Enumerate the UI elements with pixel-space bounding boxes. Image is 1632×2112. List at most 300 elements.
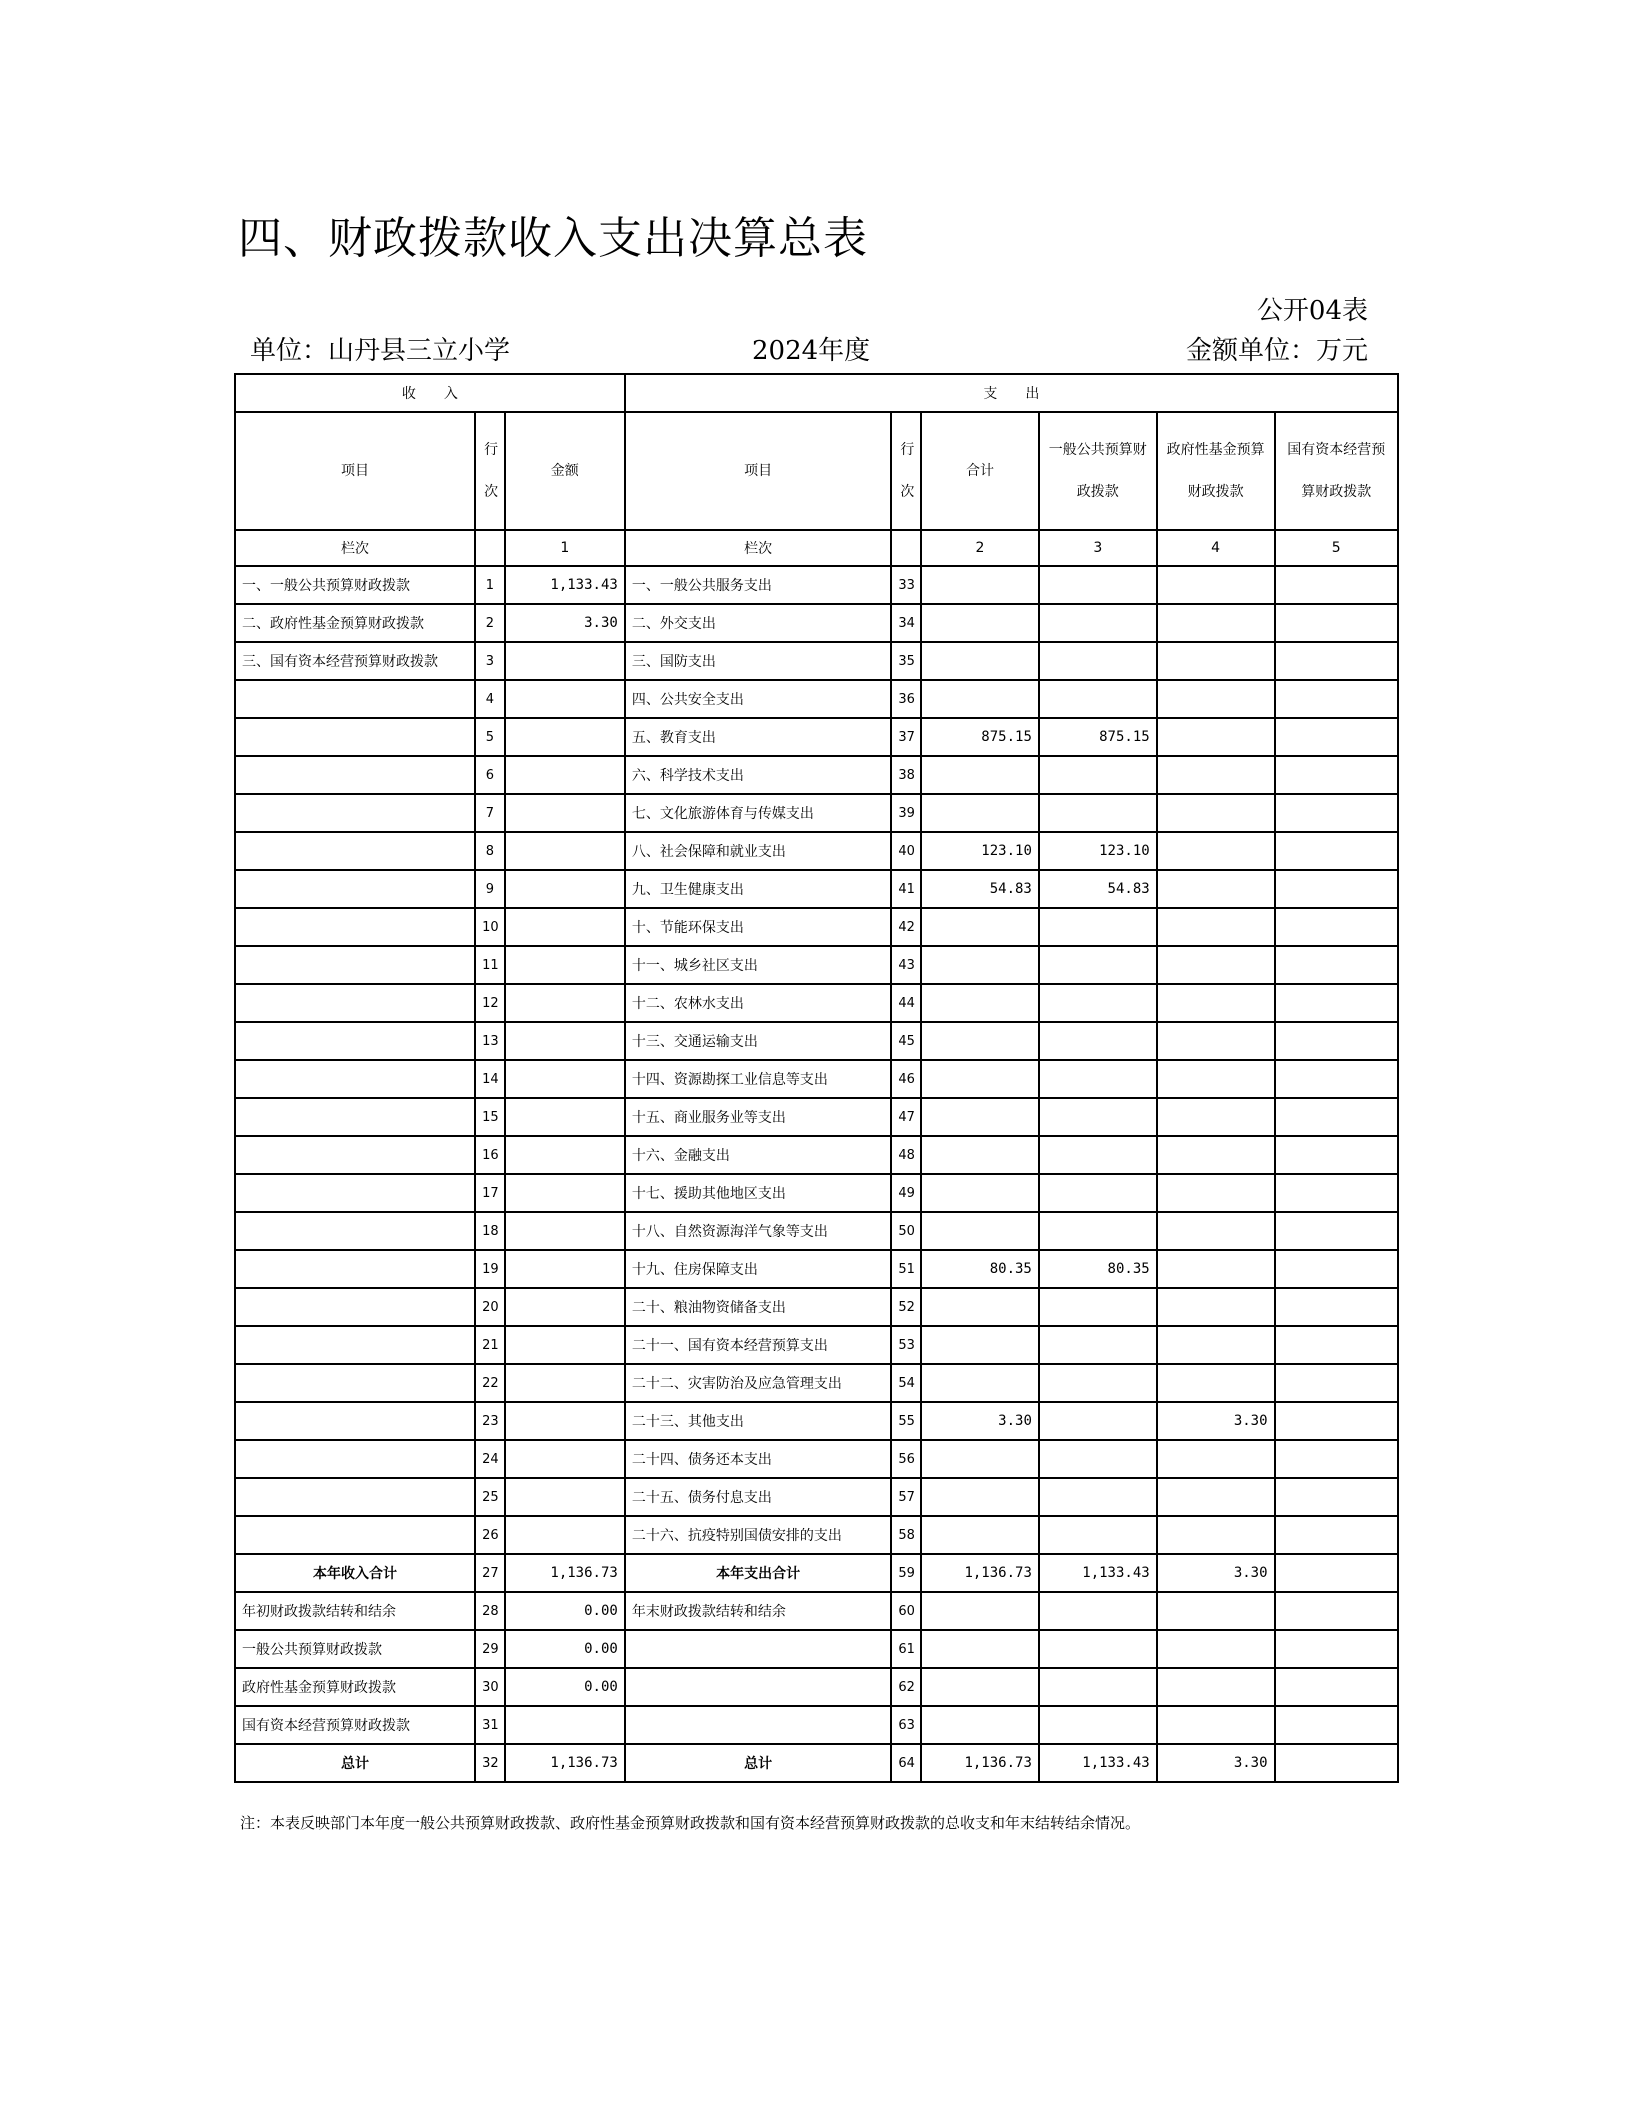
- income-amount-cell: [505, 1136, 625, 1174]
- expense-rowno-cell: 62: [891, 1668, 921, 1706]
- income-amount-cell: [505, 1402, 625, 1440]
- expense-rowno-cell: 37: [891, 718, 921, 756]
- expense-total-cell: [921, 1136, 1039, 1174]
- income-rowno-cell: 1: [475, 566, 505, 604]
- expense-item-cell: 八、社会保障和就业支出: [625, 832, 892, 870]
- expense-general-cell: [1039, 1022, 1157, 1060]
- expense-rowno-cell: 34: [891, 604, 921, 642]
- expense-govfund-cell: [1157, 1060, 1275, 1098]
- expense-general-cell: [1039, 1212, 1157, 1250]
- expense-general-cell: [1039, 794, 1157, 832]
- expense-soe-cell: [1275, 908, 1398, 946]
- expense-total-cell: [921, 1326, 1039, 1364]
- table-row: [235, 642, 1398, 680]
- expense-soe-cell: [1275, 1630, 1398, 1668]
- expense-rowno-cell: 36: [891, 680, 921, 718]
- expense-item-cell: 二十六、抗疫特别国债安排的支出: [625, 1516, 892, 1554]
- expense-govfund-cell: [1157, 1174, 1275, 1212]
- expense-govfund-cell: [1157, 1440, 1275, 1478]
- income-rowno-cell: 16: [475, 1136, 505, 1174]
- expense-total-cell: 80.35: [921, 1250, 1039, 1288]
- expense-rowno-label: 行 次: [900, 442, 915, 500]
- expense-rowno-header: [891, 412, 921, 530]
- expense-rowno-cell: 59: [891, 1554, 921, 1592]
- expense-total-cell: 3.30: [921, 1402, 1039, 1440]
- expense-total-cell: [921, 1706, 1039, 1744]
- income-section-header: 收 入: [235, 374, 625, 412]
- table-row: [235, 1022, 1398, 1060]
- table-row: [235, 1212, 1398, 1250]
- expense-govfund-cell: [1157, 1630, 1275, 1668]
- income-item-cell: 国有资本经营预算财政拨款: [235, 1706, 475, 1744]
- expense-govfund-cell: [1157, 1098, 1275, 1136]
- income-rowno-header: [475, 412, 505, 530]
- income-amount-cell: [505, 718, 625, 756]
- column-number-row: [235, 530, 1398, 566]
- expense-total-cell: [921, 984, 1039, 1022]
- expense-rowno-cell: 63: [891, 1706, 921, 1744]
- income-amount-cell: 0.00: [505, 1592, 625, 1630]
- expense-govfund-cell: [1157, 1478, 1275, 1516]
- income-amount-cell: [505, 984, 625, 1022]
- expense-item-cell: 三、国防支出: [625, 642, 892, 680]
- expense-soe-header: 国有资本经营预算财政拨款: [1275, 412, 1398, 530]
- expense-total-cell: [921, 1668, 1039, 1706]
- expense-govfund-cell: [1157, 1706, 1275, 1744]
- income-rowno-cell: 25: [475, 1478, 505, 1516]
- income-amount-cell: [505, 946, 625, 984]
- expense-govfund-cell: [1157, 718, 1275, 756]
- expense-rowno-cell: 49: [891, 1174, 921, 1212]
- expense-rowno-cell: 45: [891, 1022, 921, 1060]
- income-rowno-cell: 27: [475, 1554, 505, 1592]
- expense-total-cell: [921, 642, 1039, 680]
- expense-rowno-cell: 46: [891, 1060, 921, 1098]
- expense-total-cell: [921, 566, 1039, 604]
- expense-total-cell: 54.83: [921, 870, 1039, 908]
- expense-govfund-cell: [1157, 794, 1275, 832]
- expense-govfund-cell: [1157, 1326, 1275, 1364]
- expense-general-cell: [1039, 1668, 1157, 1706]
- expense-govfund-header: 政府性基金预算财政拨款: [1157, 412, 1275, 530]
- expense-total-cell: 875.15: [921, 718, 1039, 756]
- expense-total-cell: 1,136.73: [921, 1554, 1039, 1592]
- expense-rowno-cell: 39: [891, 794, 921, 832]
- income-item-cell: 三、国有资本经营预算财政拨款: [235, 642, 475, 680]
- income-rowno-cell: 28: [475, 1592, 505, 1630]
- expense-total-cell: [921, 1288, 1039, 1326]
- expense-rowno-cell: 51: [891, 1250, 921, 1288]
- income-amount-cell: [505, 1706, 625, 1744]
- expense-soe-cell: [1275, 642, 1398, 680]
- expense-item-cell: 五、教育支出: [625, 718, 892, 756]
- expense-govfund-cell: [1157, 908, 1275, 946]
- income-amount-cell: 1,133.43: [505, 566, 625, 604]
- income-amount-cell: [505, 1326, 625, 1364]
- expense-soe-cell: [1275, 1516, 1398, 1554]
- income-rowno-cell: 12: [475, 984, 505, 1022]
- income-item-cell: [235, 1288, 475, 1326]
- expense-item-cell: 九、卫生健康支出: [625, 870, 892, 908]
- income-rowno-cell: 9: [475, 870, 505, 908]
- expense-general-cell: [1039, 1478, 1157, 1516]
- income-rowno-cell: 21: [475, 1326, 505, 1364]
- expense-general-cell: [1039, 1630, 1157, 1668]
- income-item-cell: [235, 794, 475, 832]
- expense-rowno-cell: 35: [891, 642, 921, 680]
- expense-total-cell: [921, 1516, 1039, 1554]
- expense-total-cell: [921, 1174, 1039, 1212]
- table-row: [235, 718, 1398, 756]
- expense-total-cell: [921, 680, 1039, 718]
- income-item-cell: [235, 756, 475, 794]
- table-row: [235, 908, 1398, 946]
- expense-item-cell: 二十五、债务付息支出: [625, 1478, 892, 1516]
- income-rowno-cell: 17: [475, 1174, 505, 1212]
- expense-govfund-cell: [1157, 756, 1275, 794]
- expense-soe-cell: [1275, 1212, 1398, 1250]
- income-rowno-cell: 23: [475, 1402, 505, 1440]
- expense-rowno-cell: 42: [891, 908, 921, 946]
- expense-rowno-cell: 55: [891, 1402, 921, 1440]
- income-item-cell: [235, 832, 475, 870]
- income-item-cell: [235, 1250, 475, 1288]
- expense-item-cell: 七、文化旅游体育与传媒支出: [625, 794, 892, 832]
- expense-soe-cell: [1275, 1706, 1398, 1744]
- expense-soe-cell: [1275, 566, 1398, 604]
- expense-item-cell: 六、科学技术支出: [625, 756, 892, 794]
- income-amount-cell: [505, 642, 625, 680]
- income-amount-cell: 1,136.73: [505, 1554, 625, 1592]
- expense-item-cell: 十六、金融支出: [625, 1136, 892, 1174]
- income-amount-cell: 0.00: [505, 1668, 625, 1706]
- expense-soe-cell: [1275, 1554, 1398, 1592]
- income-item-cell: [235, 1326, 475, 1364]
- expense-govfund-cell: [1157, 566, 1275, 604]
- income-amount-cell: [505, 1516, 625, 1554]
- expense-total-cell: [921, 1022, 1039, 1060]
- income-rowno-cell: 13: [475, 1022, 505, 1060]
- table-row: [235, 1136, 1398, 1174]
- income-amount-cell: [505, 870, 625, 908]
- expense-general-header: 一般公共预算财政拨款: [1039, 412, 1157, 530]
- income-rowno-cell: 26: [475, 1516, 505, 1554]
- income-rowno-cell: 31: [475, 1706, 505, 1744]
- expense-general-cell: [1039, 1060, 1157, 1098]
- expense-govfund-cell: 3.30: [1157, 1744, 1275, 1782]
- income-rowno-cell: 2: [475, 604, 505, 642]
- expense-rowno-cell: 40: [891, 832, 921, 870]
- expense-item-cell: 二十三、其他支出: [625, 1402, 892, 1440]
- expense-govfund-cell: [1157, 1364, 1275, 1402]
- income-item-cell: [235, 908, 475, 946]
- income-rowno-cell: 5: [475, 718, 505, 756]
- summary-row: [235, 1668, 1398, 1706]
- expense-general-cell: [1039, 1136, 1157, 1174]
- expense-total-header: 合计: [921, 412, 1039, 530]
- expense-govfund-cell: [1157, 1516, 1275, 1554]
- expense-general-cell: [1039, 908, 1157, 946]
- expense-rowno-cell: 57: [891, 1478, 921, 1516]
- col-no-blank: [475, 530, 505, 566]
- expense-total-cell: [921, 1478, 1039, 1516]
- expense-soe-cell: [1275, 794, 1398, 832]
- expense-general-cell: [1039, 604, 1157, 642]
- income-amount-cell: [505, 1288, 625, 1326]
- income-amount-cell: 0.00: [505, 1630, 625, 1668]
- expense-item-cell: 十七、援助其他地区支出: [625, 1174, 892, 1212]
- page-title: 四、财政拨款收入支出决算总表: [238, 213, 868, 264]
- expense-rowno-cell: 50: [891, 1212, 921, 1250]
- income-item-cell: 年初财政拨款结转和结余: [235, 1592, 475, 1630]
- summary-row: [235, 1706, 1398, 1744]
- table-row: [235, 794, 1398, 832]
- expense-rowno-cell: 53: [891, 1326, 921, 1364]
- expense-item-cell: 二十一、国有资本经营预算支出: [625, 1326, 892, 1364]
- income-item-cell: 政府性基金预算财政拨款: [235, 1668, 475, 1706]
- income-item-cell: 二、政府性基金预算财政拨款: [235, 604, 475, 642]
- col-no-2: 2: [921, 530, 1039, 566]
- table-row: [235, 756, 1398, 794]
- income-rowno-cell: 18: [475, 1212, 505, 1250]
- expense-soe-cell: [1275, 1098, 1398, 1136]
- income-item-cell: [235, 1060, 475, 1098]
- table-row: [235, 1516, 1398, 1554]
- income-item-cell: [235, 718, 475, 756]
- income-item-cell: [235, 680, 475, 718]
- expense-total-cell: [921, 1212, 1039, 1250]
- expense-general-cell: [1039, 1174, 1157, 1212]
- income-item-cell: [235, 946, 475, 984]
- summary-row: [235, 1630, 1398, 1668]
- expense-total-cell: 1,136.73: [921, 1744, 1039, 1782]
- income-amount-header: 金额: [505, 412, 625, 530]
- income-amount-cell: [505, 1174, 625, 1212]
- expense-general-cell: [1039, 1098, 1157, 1136]
- expense-govfund-cell: 3.30: [1157, 1402, 1275, 1440]
- table-row: [235, 1326, 1398, 1364]
- income-amount-cell: [505, 1212, 625, 1250]
- expense-general-cell: [1039, 1440, 1157, 1478]
- income-amount-cell: [505, 1098, 625, 1136]
- expense-govfund-cell: [1157, 946, 1275, 984]
- income-item-cell: [235, 1136, 475, 1174]
- expense-general-cell: 1,133.43: [1039, 1744, 1157, 1782]
- income-amount-cell: [505, 756, 625, 794]
- expense-general-cell: [1039, 946, 1157, 984]
- expense-rowno-cell: 54: [891, 1364, 921, 1402]
- income-item-cell: [235, 1402, 475, 1440]
- income-rowno-cell: 6: [475, 756, 505, 794]
- expense-item-cell: 年末财政拨款结转和结余: [625, 1592, 892, 1630]
- income-rowno-cell: 14: [475, 1060, 505, 1098]
- table-row: [235, 832, 1398, 870]
- expense-soe-cell: [1275, 1136, 1398, 1174]
- expense-general-cell: [1039, 1402, 1157, 1440]
- expense-total-cell: [921, 794, 1039, 832]
- expense-item-cell: 二、外交支出: [625, 604, 892, 642]
- fiscal-year: 2024年度: [752, 336, 871, 366]
- expense-general-cell: [1039, 756, 1157, 794]
- expense-govfund-cell: [1157, 870, 1275, 908]
- income-amount-cell: 1,136.73: [505, 1744, 625, 1782]
- expense-general-cell: [1039, 566, 1157, 604]
- expense-item-cell: 二十四、债务还本支出: [625, 1440, 892, 1478]
- income-item-cell: [235, 870, 475, 908]
- col-label-left: 栏次: [235, 530, 475, 566]
- expense-govfund-cell: [1157, 984, 1275, 1022]
- income-amount-cell: [505, 1440, 625, 1478]
- table-row: [235, 566, 1398, 604]
- currency-unit: 金额单位：万元: [1185, 336, 1368, 366]
- expense-general-cell: [1039, 1364, 1157, 1402]
- expense-total-cell: [921, 946, 1039, 984]
- income-item-cell: [235, 1440, 475, 1478]
- expense-item-cell: [625, 1630, 892, 1668]
- income-rowno-cell: 32: [475, 1744, 505, 1782]
- expense-item-cell: 一、一般公共服务支出: [625, 566, 892, 604]
- col-no-3: 3: [1039, 530, 1157, 566]
- appropriation-summary-table: [234, 373, 1399, 1783]
- expense-govfund-cell: [1157, 832, 1275, 870]
- expense-general-cell: [1039, 680, 1157, 718]
- expense-general-cell: [1039, 1288, 1157, 1326]
- expense-item-header: 项目: [625, 412, 892, 530]
- expense-rowno-cell: 48: [891, 1136, 921, 1174]
- expense-general-cell: [1039, 1592, 1157, 1630]
- expense-general-cell: [1039, 1706, 1157, 1744]
- table-row: [235, 1098, 1398, 1136]
- expense-soe-cell: [1275, 1402, 1398, 1440]
- expense-govfund-cell: [1157, 1288, 1275, 1326]
- expense-rowno-cell: 56: [891, 1440, 921, 1478]
- expense-item-cell: 四、公共安全支出: [625, 680, 892, 718]
- expense-total-cell: [921, 604, 1039, 642]
- income-amount-cell: [505, 1250, 625, 1288]
- expense-rowno-cell: 58: [891, 1516, 921, 1554]
- income-item-cell: 本年收入合计: [235, 1554, 475, 1592]
- expense-govfund-cell: [1157, 1022, 1275, 1060]
- income-item-cell: [235, 1022, 475, 1060]
- table-row: [235, 1364, 1398, 1402]
- expense-item-cell: 二十二、灾害防治及应急管理支出: [625, 1364, 892, 1402]
- expense-total-cell: [921, 908, 1039, 946]
- expense-item-cell: 总计: [625, 1744, 892, 1782]
- expense-rowno-cell: 64: [891, 1744, 921, 1782]
- form-number: 公开04表: [1256, 296, 1368, 326]
- table-row: [235, 680, 1398, 718]
- expense-govfund-cell: [1157, 680, 1275, 718]
- income-item-cell: 一般公共预算财政拨款: [235, 1630, 475, 1668]
- expense-soe-cell: [1275, 832, 1398, 870]
- expense-soe-cell: [1275, 1592, 1398, 1630]
- section-header-row: [235, 374, 1398, 412]
- col-no-blank: [891, 530, 921, 566]
- report-meta: [250, 330, 1368, 366]
- expense-rowno-cell: 47: [891, 1098, 921, 1136]
- income-item-cell: [235, 984, 475, 1022]
- expense-rowno-cell: 41: [891, 870, 921, 908]
- expense-total-cell: [921, 1630, 1039, 1668]
- expense-rowno-cell: 44: [891, 984, 921, 1022]
- income-item-header: 项目: [235, 412, 475, 530]
- expense-item-cell: [625, 1706, 892, 1744]
- expense-soe-cell: [1275, 604, 1398, 642]
- expense-soe-cell: [1275, 870, 1398, 908]
- expense-soe-cell: [1275, 1744, 1398, 1782]
- expense-total-cell: [921, 1592, 1039, 1630]
- table-row: [235, 1440, 1398, 1478]
- income-rowno-cell: 19: [475, 1250, 505, 1288]
- column-header-row: [235, 412, 1398, 530]
- expense-soe-cell: [1275, 1440, 1398, 1478]
- table-row: [235, 1478, 1398, 1516]
- expense-govfund-cell: [1157, 1250, 1275, 1288]
- income-amount-cell: [505, 1022, 625, 1060]
- expense-general-cell: 1,133.43: [1039, 1554, 1157, 1592]
- expense-soe-cell: [1275, 1022, 1398, 1060]
- expense-soe-cell: [1275, 756, 1398, 794]
- expense-total-cell: [921, 1440, 1039, 1478]
- income-rowno-cell: 22: [475, 1364, 505, 1402]
- table-row: [235, 1402, 1398, 1440]
- expense-govfund-cell: [1157, 1592, 1275, 1630]
- income-rowno-cell: 4: [475, 680, 505, 718]
- income-item-cell: 总计: [235, 1744, 475, 1782]
- expense-item-cell: [625, 1668, 892, 1706]
- income-item-cell: [235, 1174, 475, 1212]
- income-rowno-cell: 3: [475, 642, 505, 680]
- expense-general-cell: [1039, 984, 1157, 1022]
- expense-govfund-cell: [1157, 1668, 1275, 1706]
- expense-general-cell: [1039, 1326, 1157, 1364]
- expense-total-cell: [921, 1060, 1039, 1098]
- expense-rowno-cell: 43: [891, 946, 921, 984]
- income-amount-cell: [505, 1060, 625, 1098]
- income-rowno-cell: 29: [475, 1630, 505, 1668]
- col-no-5: 5: [1275, 530, 1398, 566]
- expense-soe-cell: [1275, 680, 1398, 718]
- expense-soe-cell: [1275, 718, 1398, 756]
- table-row: [235, 1060, 1398, 1098]
- income-amount-cell: 3.30: [505, 604, 625, 642]
- expense-total-cell: [921, 1364, 1039, 1402]
- income-rowno-cell: 30: [475, 1668, 505, 1706]
- col-no-1: 1: [505, 530, 625, 566]
- expense-govfund-cell: [1157, 1136, 1275, 1174]
- income-amount-cell: [505, 1478, 625, 1516]
- expense-item-cell: 二十、粮油物资储备支出: [625, 1288, 892, 1326]
- income-item-cell: [235, 1098, 475, 1136]
- expense-govfund-cell: [1157, 1212, 1275, 1250]
- col-label-right: 栏次: [625, 530, 892, 566]
- income-rowno-cell: 11: [475, 946, 505, 984]
- income-amount-cell: [505, 832, 625, 870]
- expense-item-cell: 十二、农林水支出: [625, 984, 892, 1022]
- income-item-cell: [235, 1516, 475, 1554]
- expense-general-cell: 54.83: [1039, 870, 1157, 908]
- expense-soe-cell: [1275, 1250, 1398, 1288]
- expense-soe-cell: [1275, 1288, 1398, 1326]
- income-rowno-cell: 24: [475, 1440, 505, 1478]
- expense-soe-cell: [1275, 984, 1398, 1022]
- expense-rowno-cell: 60: [891, 1592, 921, 1630]
- income-amount-cell: [505, 1364, 625, 1402]
- income-amount-cell: [505, 908, 625, 946]
- income-amount-cell: [505, 794, 625, 832]
- expense-soe-cell: [1275, 1174, 1398, 1212]
- income-item-cell: [235, 1212, 475, 1250]
